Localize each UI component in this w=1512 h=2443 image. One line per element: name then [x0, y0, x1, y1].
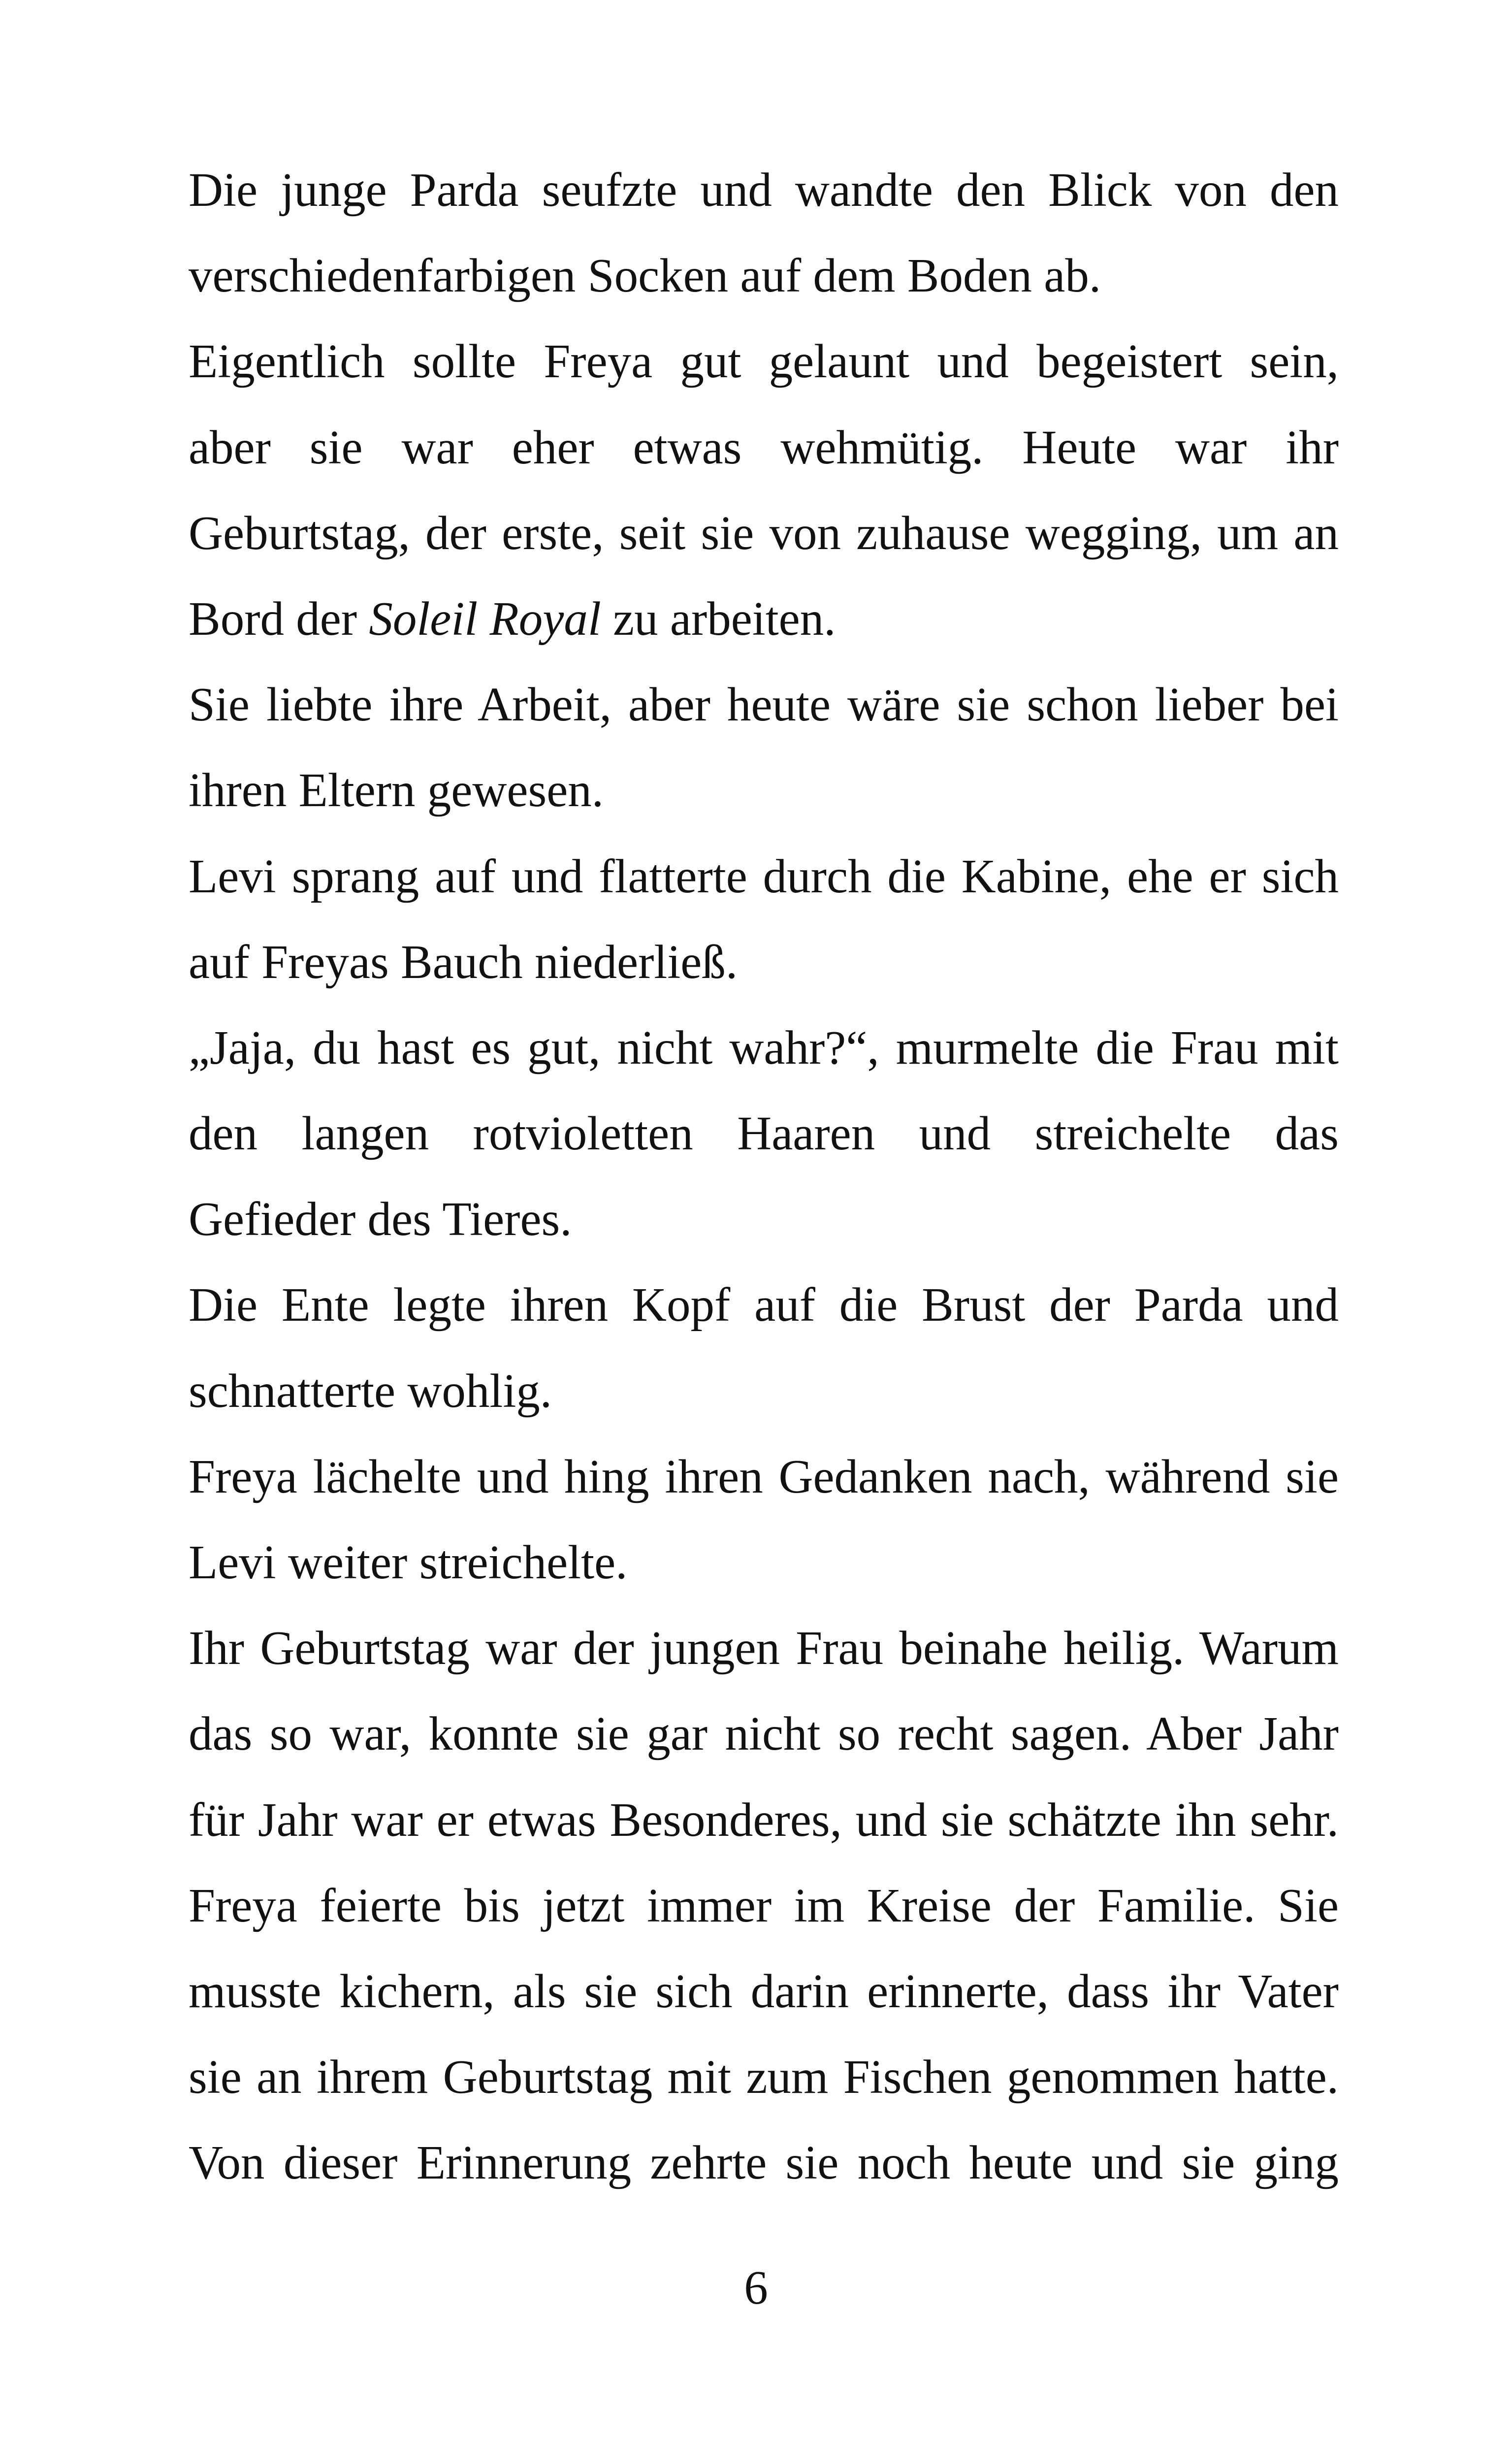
text-line: „Jaja, du hast es gut, nicht wahr?“, murmelte die Frau mit: [189, 1021, 1339, 1074]
text-line: verschiedenfarbigen Socken auf dem Boden ab.: [189, 249, 1101, 302]
ship-name-italic: Soleil Royal: [369, 592, 601, 645]
text-line: Gefieder des Tieres.: [189, 1193, 572, 1246]
page-number: 6: [744, 2261, 768, 2314]
text-segment: Bord der: [189, 592, 369, 645]
text-line: für Jahr war er etwas Besonderes, und sie schätzte ihn sehr.: [189, 1793, 1339, 1846]
text-segment: zu arbeiten.: [601, 592, 836, 645]
text-line: aber sie war eher etwas wehmütig. Heute war ihr: [189, 421, 1339, 474]
text-line: den langen rotvioletten Haaren und streichelte das: [189, 1107, 1339, 1160]
text-line: musste kichern, als sie sich darin erinnerte, dass ihr Vater: [189, 1964, 1339, 2018]
text-line: ihren Eltern gewesen.: [189, 764, 604, 817]
text-line: Eigentlich sollte Freya gut gelaunt und begeistert sein,: [189, 335, 1339, 388]
text-line: [189, 592, 1339, 681]
text-line: Die junge Parda seufzte und wandte den Blick von den: [189, 163, 1339, 216]
text-line: Freya feierte bis jetzt immer im Kreise der Familie. Sie: [189, 1879, 1339, 1932]
text-line: Von dieser Erinnerung zehrte sie noch heute und sie ging: [189, 2136, 1339, 2189]
text-line: Levi sprang auf und flatterte durch die Kabine, ehe er sich: [189, 849, 1339, 903]
text-line: Die Ente legte ihren Kopf auf die Brust der Parda und: [189, 1278, 1339, 1332]
text-line: Levi weiter streichelte.: [189, 1536, 628, 1589]
text-line: Ihr Geburtstag war der jungen Frau beinahe heilig. Warum: [189, 1622, 1339, 1675]
text-line: sie an ihrem Geburtstag mit zum Fischen genommen hatte.: [189, 2051, 1339, 2104]
text-line: das so war, konnte sie gar nicht so recht sagen. Aber Jahr: [189, 1707, 1339, 1760]
text-line: Freya lächelte und hing ihren Gedanken nach, während sie: [189, 1450, 1339, 1503]
text-line: Geburtstag, der erste, seit sie von zuhause wegging, um an: [189, 506, 1339, 559]
text-line: auf Freyas Bauch niederließ.: [189, 935, 738, 988]
text-line: Sie liebte ihre Arbeit, aber heute wäre sie schon lieber bei: [189, 678, 1339, 731]
body-text: [189, 163, 1339, 2225]
text-line: schnatterte wohlig.: [189, 1364, 552, 1417]
